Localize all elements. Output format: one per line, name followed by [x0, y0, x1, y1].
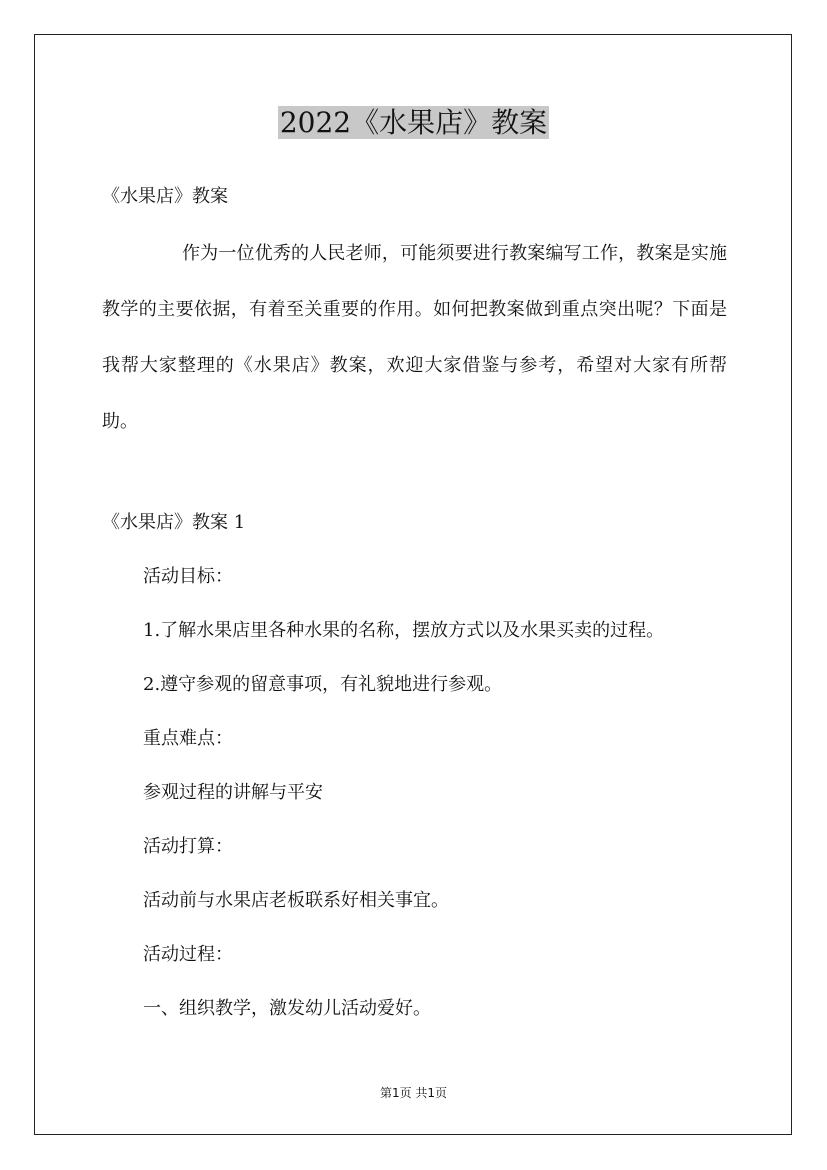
body-line: 参观过程的讲解与平安	[143, 782, 323, 803]
document-title: 2022《水果店》教案	[279, 106, 548, 139]
document-subtitle: 《水果店》教案	[102, 186, 228, 207]
body-line: 活动过程：	[143, 944, 233, 965]
body-line: 1.了解水果店里各种水果的名称，摆放方式以及水果买卖的过程。	[143, 620, 665, 641]
body-line: 活动目标：	[143, 566, 233, 587]
body-line: 活动打算：	[143, 836, 233, 857]
body-line: 重点难点：	[143, 728, 233, 749]
body-line: 活动前与水果店老板联系好相关事宜。	[143, 890, 449, 911]
document-title-wrap	[0, 104, 827, 142]
intro-paragraph: 作为一位优秀的人民老师，可能须要进行教案编写工作，教案是实施教学的主要依据，有着至关重要的作用。如何把教案做到重点突出呢？下面是我帮大家整理的《水果店》教案，欢迎大家借鉴与参考，希望对大家有所帮助。	[102, 243, 727, 432]
body-line: 一、组织教学，激发幼儿活动爱好。	[143, 998, 431, 1019]
body-line: 2.遵守参观的留意事项，有礼貌地进行参观。	[143, 674, 503, 695]
section-heading: 《水果店》教案 1	[102, 512, 246, 533]
page-number: 第1页 共1页	[379, 1086, 448, 1100]
